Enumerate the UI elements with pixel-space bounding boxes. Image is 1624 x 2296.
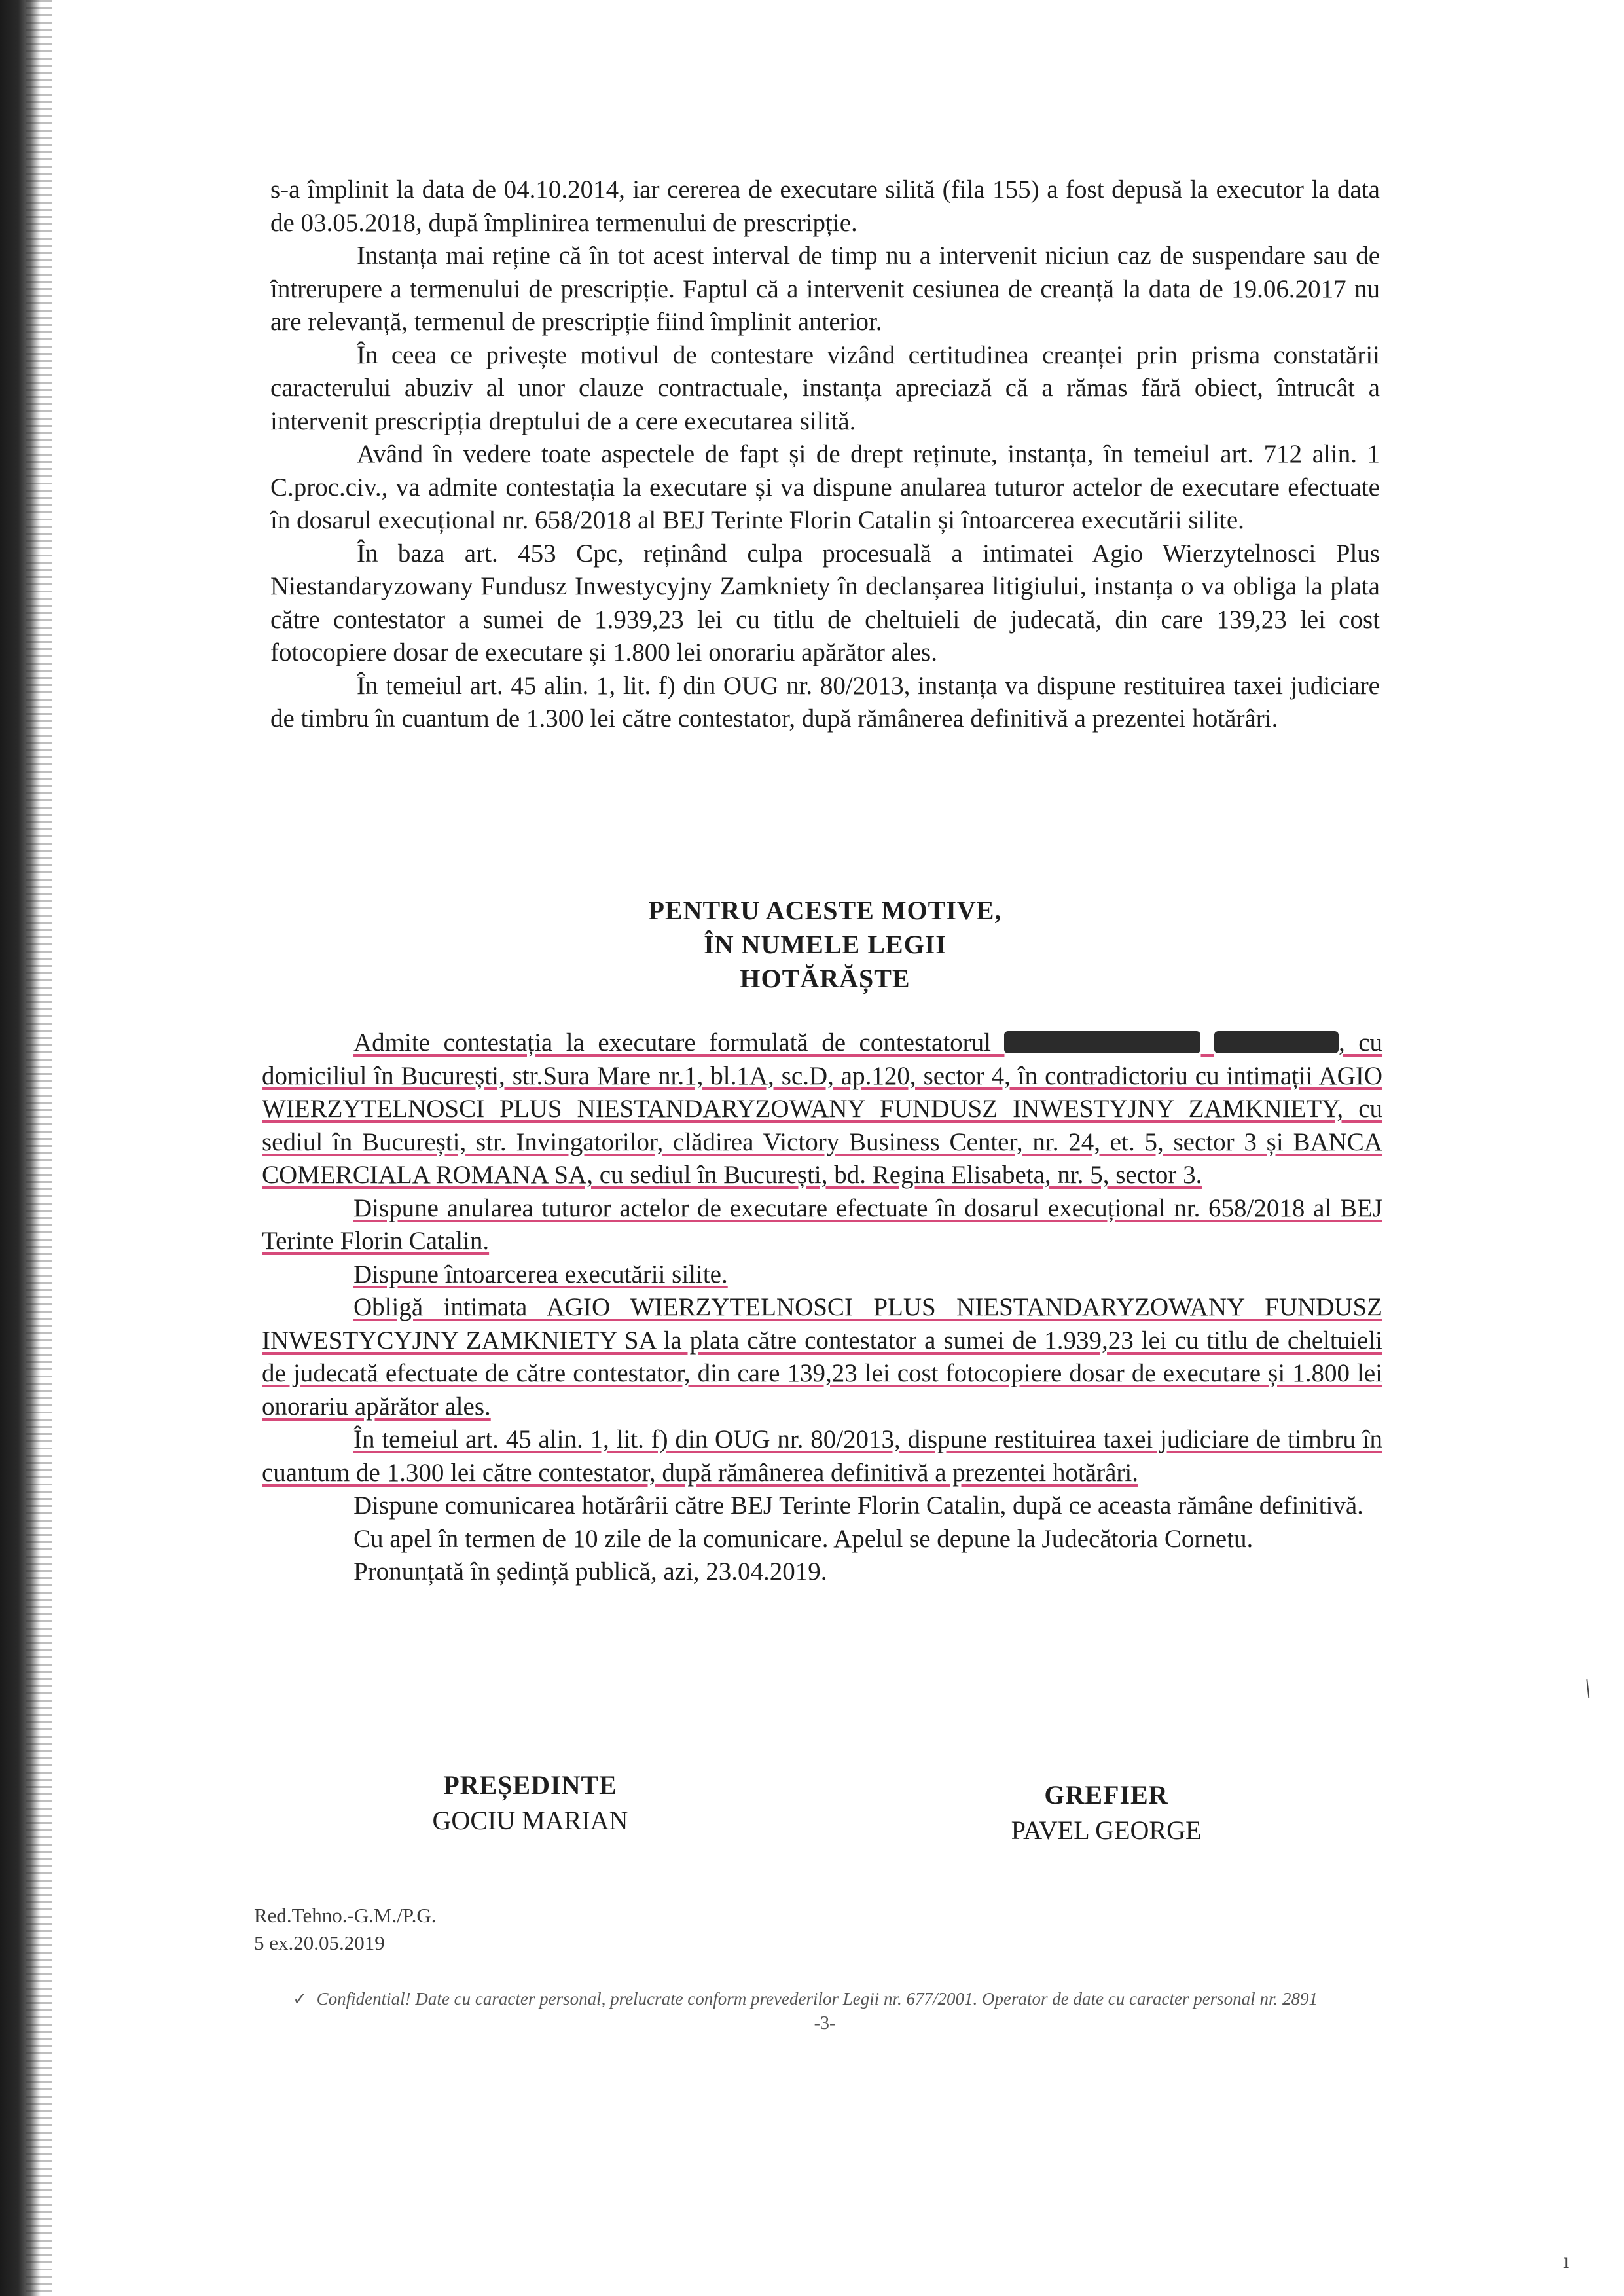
dispozitiv-paragraph: Obligă intimata AGIO WIERZYTELNOSCI PLUS NIESTANDARYZOWANY FUNDUSZ INWESTYCYJNY ZAMKNIETY SA la plata către contestator a sumei de 1.939,23 lei cu titlu de cheltuieli de judecată efectuate de către contestator, din care 139,23 lei cost fotocopiere dosar de executare și 1.800 lei onorariu apărător ales.: [262, 1293, 1382, 1421]
dispozitiv-paragraph: Cu apel în termen de 10 zile de la comunicare. Apelul se depune la Judecătoria Cornetu.: [353, 1524, 1254, 1553]
body-paragraph: Având în vedere toate aspectele de fapt și de drept reținute, instanța, în temeiul art. 712 alin. 1 C.proc.civ., va admite contestația la executare și va dispune anularea tuturor actelor de executare efectuate în dosarul execuțional nr. 658/2018 al BEJ Terinte Florin Catalin și întoarcerea executării silite.: [270, 440, 1380, 534]
signature-name: PAVEL GEORGE: [1011, 1815, 1202, 1845]
signature-president: [399, 1768, 661, 1838]
page-number: -3-: [814, 2013, 836, 2033]
confidential-text: Confidential! Date cu caracter personal, prelucrate conform prevederilor Legii nr. 677/2001. Operator de date cu caracter personal nr. 2891: [316, 1989, 1318, 2009]
redactare-line: Red.Tehno.-G.M./P.G.: [254, 1904, 437, 1927]
dispozitiv-paragraph: În temeiul art. 45 alin. 1, lit. f) din OUG nr. 80/2013, dispune restituirea taxei judiciare de timbru în cuantum de 1.300 lei către contestator, după rămânerea definitivă a prezentei hotărâri.: [262, 1425, 1382, 1487]
dispozitiv-paragraph: Dispune anularea tuturor actelor de executare efectuate în dosarul execuțional nr. 658/2018 al BEJ Terinte Florin Catalin.: [262, 1194, 1382, 1255]
check-mark-icon: ✓: [293, 1989, 308, 2009]
body-paragraph: În baza art. 453 Cpc, reținând culpa procesuală a intimatei Agio Wierzytelnosci Plus Niestandaryzowany Fundusz Inwestycyjny Zamkniety în declanșarea litigiului, instanța o va obliga la plata către contestator a sumei de 1.939,23 lei cu titlu de cheltuieli de judecată, din care 139,23 lei cost fotocopiere dosar de executare și 1.800 lei onorariu apărător ales.: [270, 539, 1380, 666]
signature-title: GREFIER: [1044, 1780, 1168, 1810]
dispozitiv-text: , cu domiciliul în București, str.Sura Mare nr.1, bl.1A, sc.D, ap.120, sector 4, în contradictoriu cu intimații AGIO WIERZYTELNOSCI PLUS NIESTANDARYZOWANY FUNDUSZ INWESTYJNY ZAMKNIETY, cu sediul în București, str. Invingatorilor, clădirea Victory Business Center, nr. 24, et. 5, sector 3 și BANCA COMERCIALA ROMANA SA, cu sediul în București, bd. Regina Elisabeta, nr. 5, sector 3.: [262, 1029, 1383, 1189]
dispozitiv-paragraph: Pronunțată în ședință publică, azi, 23.04.2019.: [353, 1558, 827, 1586]
redactare-line: 5 ex.20.05.2019: [254, 1931, 385, 1954]
body-paragraph: Instanța mai reține că în tot acest interval de timp nu a intervenit niciun caz de suspendare sau de întrerupere a termenului de prescripție. Faptul că a intervenit cesiunea de creanță la data de 19.06.2017 nu are relevanță, termenul de prescripție fiind împlinit anterior.: [270, 242, 1380, 336]
heading-line: HOTĂRĂȘTE: [740, 964, 911, 993]
considerente-section: [270, 173, 1380, 736]
signature-name: GOCIU MARIAN: [432, 1806, 628, 1835]
redacted-name: [1214, 1031, 1339, 1053]
scan-mark: /: [1578, 1673, 1598, 1704]
dispozitiv-text: Admite contestația la executare formulată de contestatorul: [353, 1029, 991, 1057]
dispozitiv-section: [262, 1027, 1382, 1589]
dispozitiv-paragraph: Dispune întoarcerea executării silite.: [353, 1260, 728, 1288]
redactare-note: [254, 1902, 437, 1957]
heading-line: ÎN NUMELE LEGII: [704, 930, 947, 959]
dispozitiv-paragraph: [262, 1027, 1382, 1192]
heading-line: PENTRU ACESTE MOTIVE,: [648, 896, 1002, 925]
dispozitiv-heading: [270, 894, 1380, 996]
body-paragraph: În temeiul art. 45 alin. 1, lit. f) din OUG nr. 80/2013, instanța va dispune restituirea taxei judiciare de timbru în cuantum de 1.300 lei către contestator, după rămânerea definitivă a prezentei hotărâri.: [270, 671, 1380, 733]
dispozitiv-paragraph: Dispune comunicarea hotărârii către BEJ Terinte Florin Catalin, după ce aceasta rămâne definitivă.: [353, 1491, 1363, 1520]
signature-clerk: [975, 1777, 1237, 1848]
signature-title: PREȘEDINTE: [443, 1770, 617, 1800]
scan-mark: ı: [1563, 2249, 1570, 2273]
confidential-notice: [167, 1987, 1443, 2011]
body-paragraph: În ceea ce privește motivul de contestare vizând certitudinea creanței prin prisma constatării caracterului abuziv al unor clauze contractuale, instanța apreciază că a rămas fără obiect, întrucât a intervenit prescripția dreptului de a cere executarea silită.: [270, 340, 1380, 435]
body-paragraph: s-a împlinit la data de 04.10.2014, iar cererea de executare silită (fila 155) a fost depusă la executor la data de 03.05.2018, după împlinirea termenului de prescripție.: [270, 175, 1380, 237]
redacted-name: [1004, 1031, 1200, 1053]
